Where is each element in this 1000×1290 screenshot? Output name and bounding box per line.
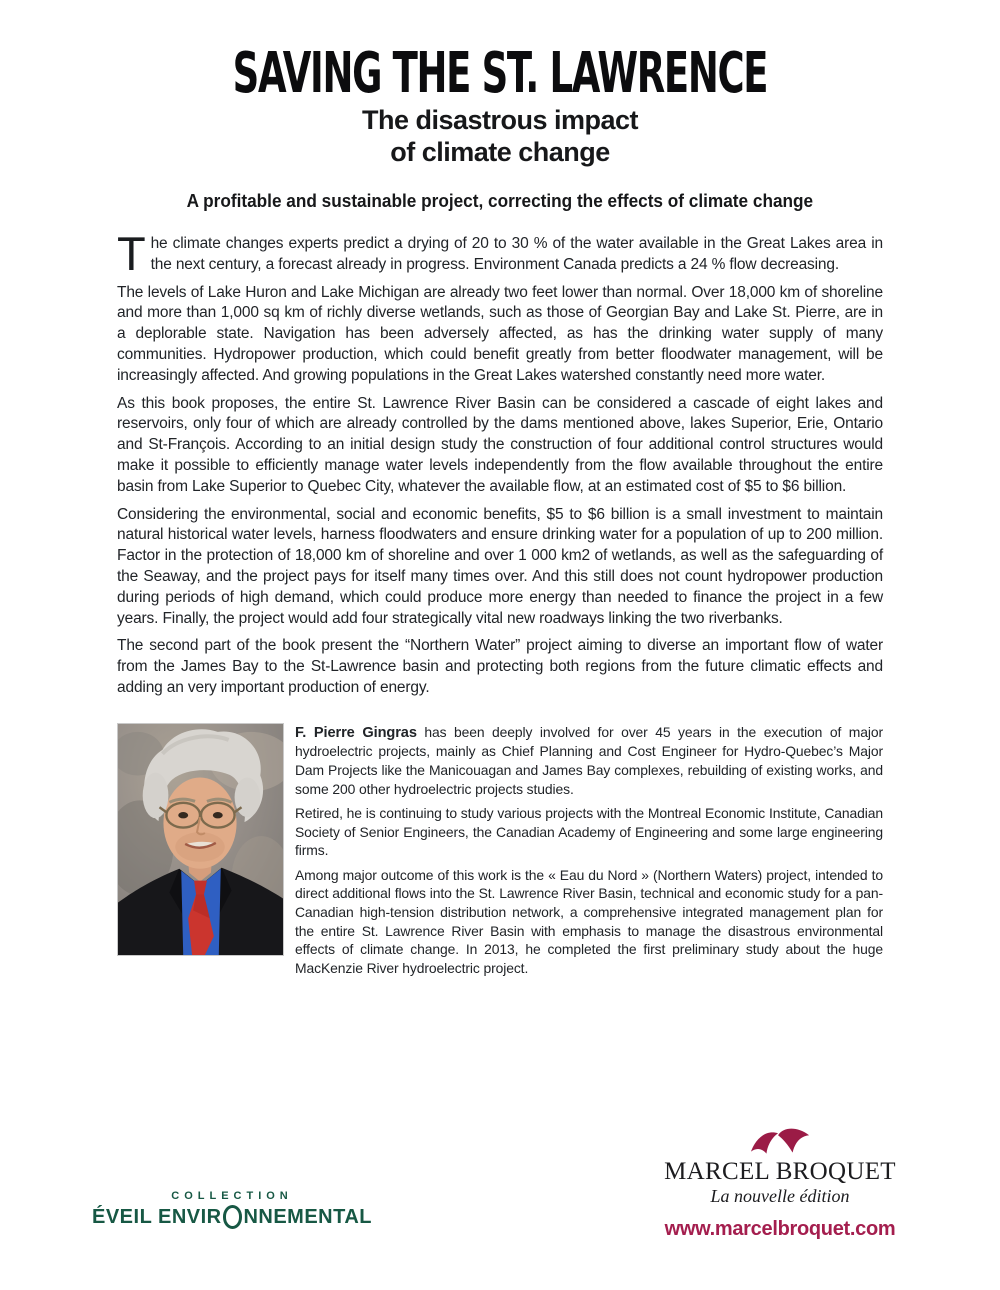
book-title: SAVING THE ST. LAWRENCE <box>232 41 768 106</box>
bio-paragraph-1 <box>295 723 883 798</box>
paragraph-4: Considering the environmental, social and economic benefits, $5 to $6 billion is a small investment to maintain natural historical water levels, harness floodwaters and ensure drinking water for a population of up to 200 million. Factor in the protection of 18,000 km of shoreline and over 1 000 km2 of wetlands, as well as the safeguarding of the Seaway, and the project pays for itself many times over. And this still does not count hydropower production during periods of high demand, which could produce more energy than needed to finance the project in a few years. Finally, the project would add four strategically vital new roadways linking the two riverbanks. <box>117 505 883 627</box>
author-bio-text <box>295 723 883 984</box>
publisher-tagline: La nouvelle édition <box>710 1186 850 1206</box>
paragraph-1 <box>117 227 883 280</box>
header <box>0 0 1000 212</box>
publisher-bird-icon <box>658 1126 902 1156</box>
book-subtitle <box>0 104 1000 168</box>
publisher-url[interactable]: www.marcelbroquet.com <box>664 1218 896 1240</box>
author-name: F. Pierre Gingras <box>295 724 417 741</box>
author-bio-section <box>117 723 883 984</box>
publisher-logo <box>658 1126 902 1241</box>
bio-paragraph-3: Among major outcome of this work is the « Eau du Nord » (Northern Waters) project, intended to direct additional flows into the St. Lawrence River Basin, technical and economic study for a pan-Canadian high-tension distribution network, a comprehensive integrated management plan for the entire St. Lawrence River Basin with emphasis to manage the disastrous environmental effects of climate change. In 2013, he completed the first preliminary study about the huge MacKenzie River hydroelectric project. <box>295 866 883 976</box>
tagline: A profitable and sustainable project, correcting the effects of climate change <box>186 190 814 211</box>
bio-paragraph-2: Retired, he is continuing to study various projects with the Montreal Economic Institute, Canadian Society of Senior Engineers, the Canadian Academy of Engineering and some large engineering firms. <box>295 805 883 859</box>
drop-cap: T <box>117 227 146 280</box>
collection-name-left: ÉVEIL ENVIR <box>92 1205 222 1228</box>
author-photo <box>117 723 284 956</box>
ring-o-icon <box>223 1205 243 1229</box>
body-copy <box>117 227 883 699</box>
collection-logo <box>92 1190 372 1229</box>
author-portrait-illustration <box>118 724 283 955</box>
paragraph-1-text: he climate changes experts predict a drying of 20 to 30 % of the water available in the Great Lakes area in the next century, a forecast already in progress. Environment Canada predicts a 24 % flow decreasing. <box>150 235 883 273</box>
paragraph-2: The levels of Lake Huron and Lake Michigan are already two feet lower than normal. Over 18,000 km of shoreline and more than 1,000 sq km of richly diverse wetlands, such as those of Georgian Bay and Lake St. Pierre, are in a deplorable state. Navigation has been adversely affected, as has the drinking water supply of many communities. Hydropower production, which could benefit greatly from better floodwater management, will be increasingly affected. And growing populations in the Great Lakes watershed constantly need more water. <box>117 283 883 384</box>
publisher-name: MARCEL BROQUET <box>664 1158 896 1185</box>
paragraph-3: As this book proposes, the entire St. Lawrence River Basin can be considered a cascade of eight lakes and reservoirs, only four of which are already controlled by the dams mentioned above, lakes Superior, Erie, Ontario and St-François. According to an initial design study the construction of four additional control structures would make it possible to efficiently manage water levels independently from the flow available throughout the entire basin from Lake Superior to Quebec City, whatever the available flow, at an estimated cost of $5 to $6 billion. <box>117 394 883 495</box>
collection-name-right: NNEMENTAL <box>243 1205 372 1228</box>
collection-label: COLLECTION <box>171 1190 293 1202</box>
bio-paragraph-1-text: has been deeply involved for over 45 years in the execution of major hydroelectric projects, mainly as Chief Planning and Cost Engineer for Hydro-Quebec’s Major Dam Projects like the Manicouagan and James Bay complexes, rebuilding of existing works, and some 200 other hydroelectric projects studies. <box>295 723 883 797</box>
collection-name <box>92 1205 372 1229</box>
subtitle-line-2: of climate change <box>390 137 610 167</box>
subtitle-line-1: The disastrous impact <box>361 105 639 135</box>
paragraph-5: The second part of the book present the “Northern Water” project aiming to diverse an important flow of water from the James Bay to the St-Lawrence basin and protecting both regions from the future climatic effects and adding an very important production of energy. <box>117 637 883 696</box>
